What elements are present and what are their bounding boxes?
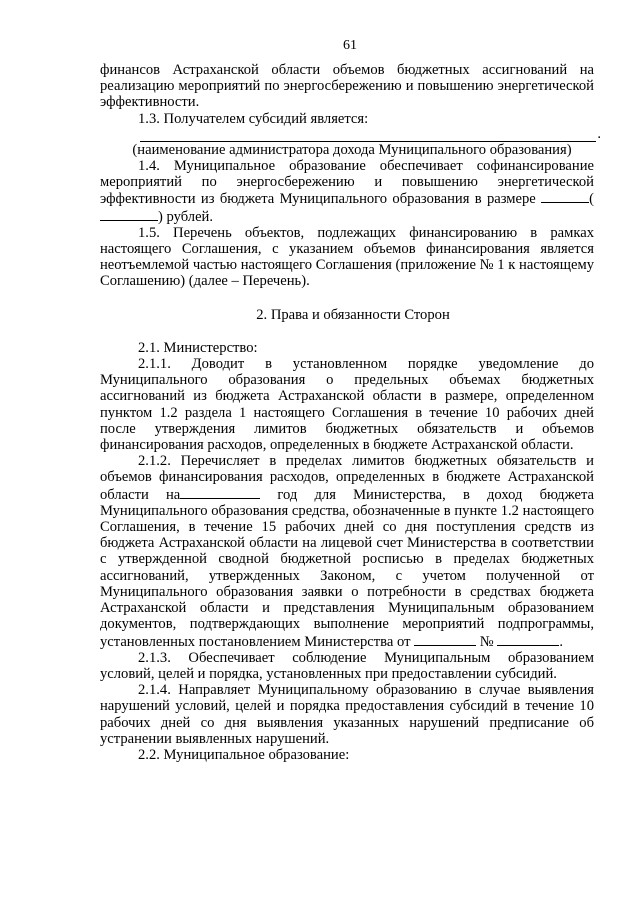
- paragraph-1-4-tail: рублей.: [166, 208, 214, 225]
- paragraph-2-1-2-part-a: 2.1.2. Перечисляет в пределах лимитов бюджетных обязательств и объемов финансирования расходов, определенных в бюджете Астраханской области на: [100, 453, 594, 503]
- recipient-blank-line: [140, 125, 601, 142]
- decree-date-blank: [414, 633, 476, 646]
- paragraph-2-1-1: 2.1.1. Доводит в установленном порядке уведомление до Муниципального образования о предельных объемах бюджетных ассигнований из бюджета Астраханской области в размере, определенном пунктом 1.2 раздела 1 настоящего Соглашения в течение 10 рабочих дней после утверждения лимитов бюджетных обязательств и объемов финансирования расходов, определенных в бюджете Астраханской области.: [100, 356, 594, 454]
- paragraph-1-3: 1.3. Получателем субсидий является:: [138, 110, 369, 127]
- paren-open: (: [589, 191, 594, 208]
- year-blank: [180, 486, 260, 499]
- paragraph-1-4-text: 1.4. Муниципальное образование обеспечивает софинансирование мероприятий по энергосбережению и повышению энергетической эффективности из бюджета Муниципального образования в размере: [100, 158, 594, 208]
- decree-number-blank: [497, 633, 559, 646]
- paren-close: ): [158, 208, 163, 225]
- paragraph-continuation: финансов Астраханской области объемов бюджетных ассигнований на реализацию мероприятий по энергосбережению и повышению энергетической эффективности.: [100, 62, 594, 111]
- section-2-heading: 2. Права и обязанности Сторон: [256, 306, 450, 323]
- amount-blank: [541, 190, 589, 203]
- paragraph-2-1-2-part-b: год для Министерства, в доход бюджета Муниципального образования средства, обозначенные в пункте 1.2 настоящего Соглашения, в течение 15 рабочих дней со дня поступления средств из бюджета Астраханской области на лицевой счет Министерства в соответствии с утвержденной сводной бюджетной росписью в пределах бюджетных ассигнований, утвержденных Законом, с учетом полученной от Муниципального образования заявки о потребности в средствах бюджета Астраханской области и представления Муниципальным образованием документов, подтверждающих выполнение мероприятий подпрограммы, установленных постановлением Министерства от: [100, 486, 594, 650]
- amount-words-blank: [100, 208, 158, 221]
- paragraph-2-1-2: [100, 453, 594, 649]
- paragraph-1-4: [100, 158, 594, 225]
- paragraph-2-1-3: 2.1.3. Обеспечивает соблюдение Муниципальным образованием условий, целей и порядка, установленных при предоставлении субсидий.: [100, 649, 594, 682]
- paragraph-1-5: 1.5. Перечень объектов, подлежащих финансированию в рамках настоящего Соглашения, с указанием объемов финансирования является неотъемлемой частью настоящего Соглашения (приложение № 1 к настоящему Соглашению) (далее – Перечень).: [100, 224, 594, 290]
- paragraph-2-1-2-end: .: [559, 633, 564, 650]
- caption-administrator: (наименование администратора дохода Муниципального образования): [132, 141, 572, 158]
- number-sign: №: [479, 633, 494, 650]
- page-number: 61: [343, 38, 357, 53]
- paragraph-2-2: 2.2. Муниципальное образование:: [138, 746, 350, 763]
- recipient-blank-dot: .: [597, 125, 601, 142]
- paragraph-2-1-4: 2.1.4. Направляет Муниципальному образованию в случае выявления нарушений условий, целей и порядка предоставления субсидий в течение 10 рабочих дней со дня выявления указанных нарушений предписание об устранении выявленных нарушений.: [100, 682, 594, 747]
- paragraph-2-1: 2.1. Министерство:: [138, 339, 258, 356]
